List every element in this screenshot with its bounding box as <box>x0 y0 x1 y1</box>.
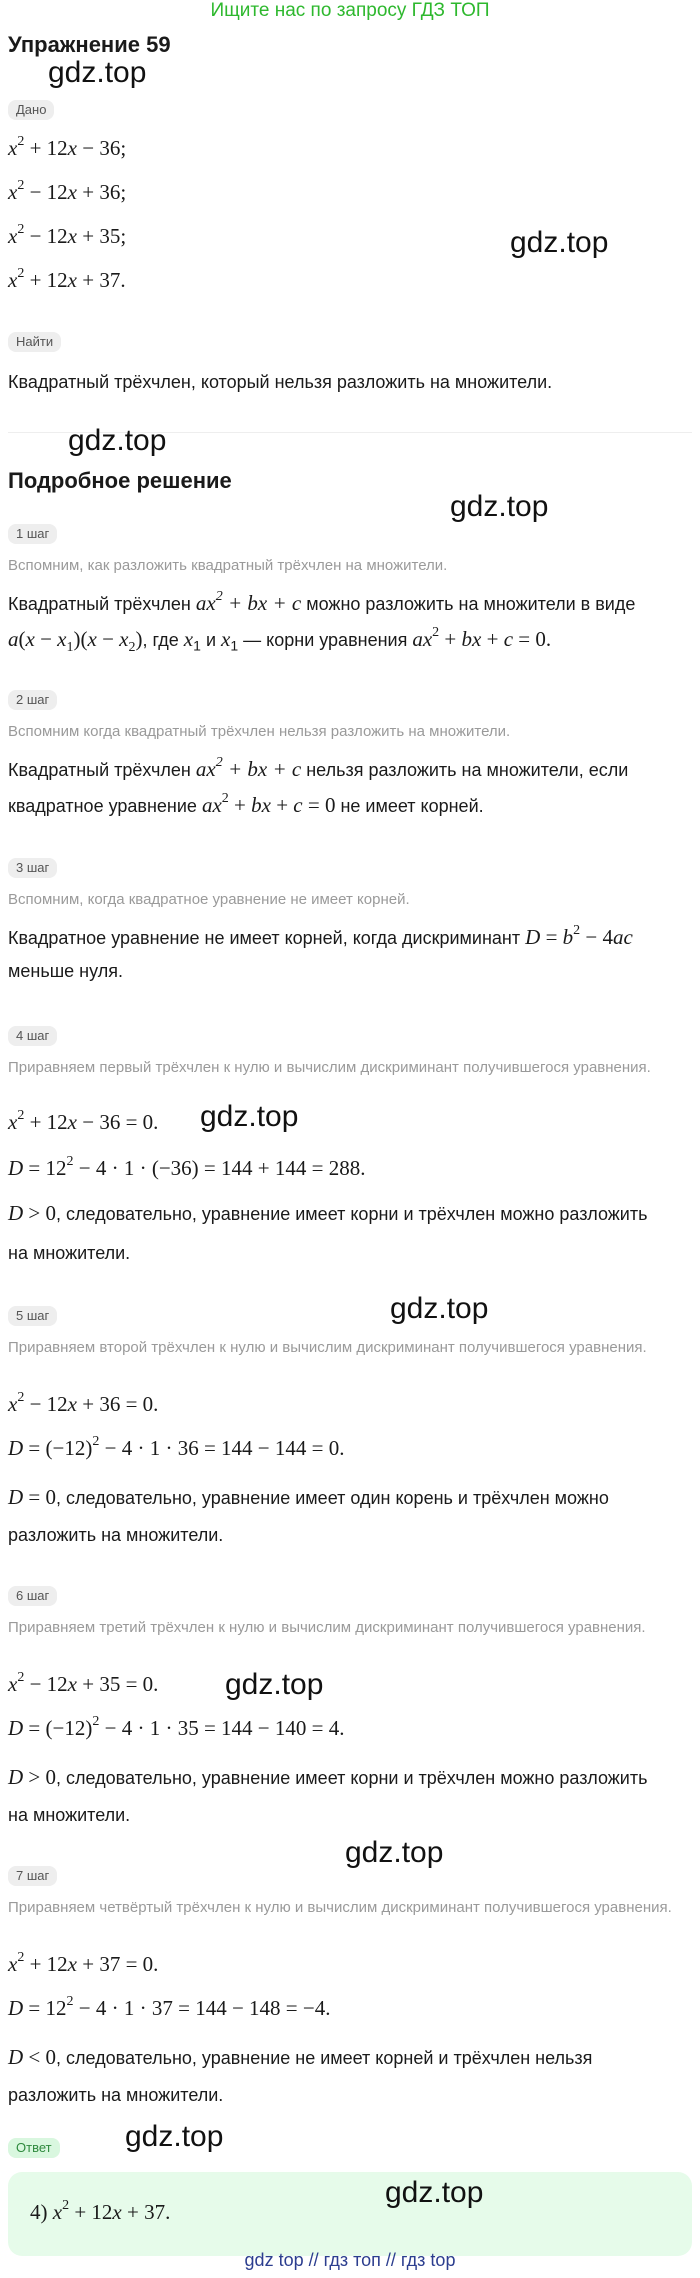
step-6-badge: 6 шаг <box>8 1586 57 1606</box>
watermark: gdz.top <box>345 1836 444 1869</box>
step-6-hint: Приравняем третий трёхчлен к нулю и вычислим дискриминант получившегося уравнения. <box>8 1619 646 1636</box>
step-5-conclusion-1: D = 0, следовательно, уравнение имеет один корень и трёхчлен можно <box>8 1485 609 1509</box>
step-4-conclusion-2: на множители. <box>8 1243 131 1263</box>
given-badge: Дано <box>8 100 54 120</box>
find-badge: Найти <box>8 332 61 352</box>
step-3-badge: 3 шаг <box>8 858 57 878</box>
watermark: gdz.top <box>510 226 609 259</box>
step-7-hint: Приравняем четвёртый трёхчлен к нулю и вычислим дискриминант получившегося уравнения. <box>8 1899 672 1916</box>
given-expr-2: $x^2 - 12x + 36$; <box>8 178 127 204</box>
step-5-conclusion-2: разложить на множители. <box>8 1525 224 1545</box>
step-2-line-2: квадратное уравнение $ax^2$ + bx + c = 0 не имеет корней. <box>8 791 484 817</box>
watermark: gdz.top <box>48 56 147 89</box>
solution-title: Подробное решение <box>8 468 232 493</box>
watermark: gdz.top <box>68 424 167 457</box>
footer-links[interactable]: gdz top // гдз топ // гдз top <box>244 2250 456 2270</box>
step-6-conclusion-2: на множители. <box>8 1805 131 1825</box>
given-expr-3: $x^2 - 12x + 35$; <box>8 222 127 248</box>
find-text: Квадратный трёхчлен, который нельзя разложить на множители. <box>8 372 553 392</box>
watermark: gdz.top <box>385 2176 484 2209</box>
step-2-hint: Вспомним когда квадратный трёхчлен нельзя разложить на множители. <box>8 723 511 740</box>
step-4-disc: $D = 12^2 - 4 \cdot 1 \cdot (-36) = 144 + 144 = 288$. <box>8 1154 366 1180</box>
step-5-badge: 5 шаг <box>8 1306 57 1326</box>
step-4-badge: 4 шаг <box>8 1026 57 1046</box>
step-4-conclusion-1: D > 0, следовательно, уравнение имеет корни и трёхчлен можно разложить <box>8 1201 648 1225</box>
step-2-badge: 2 шаг <box>8 690 57 710</box>
step-4-eq: $x^2 + 12x - 36 = 0$. <box>8 1108 159 1134</box>
step-5-disc: $D = (-12)^2 - 4 \cdot 1 \cdot 36 = 144 - 144 = 0$. <box>8 1434 345 1460</box>
step-3-line-2: меньше нуля. <box>8 961 123 981</box>
page-title: Упражнение 59 <box>8 32 171 57</box>
given-expr-4: $x^2 + 12x + 37$. <box>8 266 126 292</box>
step-7-disc: $D = 12^2 - 4 \cdot 1 \cdot 37 = 144 - 148 = -4$. <box>8 1994 331 2020</box>
step-2-line-1: Квадратный трёхчлен $ax^2$ + bx + c нельзя разложить на множители, если <box>8 755 629 781</box>
step-5-eq: $x^2 - 12x + 36 = 0$. <box>8 1390 159 1416</box>
step-6-eq: $x^2 - 12x + 35 = 0$. <box>8 1670 159 1696</box>
step-5-hint: Приравняем второй трёхчлен к нулю и вычислим дискриминант получившегося уравнения. <box>8 1339 647 1356</box>
top-banner[interactable]: Ищите нас по запросу ГДЗ ТОП <box>210 0 490 21</box>
step-3-hint: Вспомним, когда квадратное уравнение не имеет корней. <box>8 891 410 908</box>
watermark: gdz.top <box>390 1292 489 1325</box>
step-1-line-1: Квадратный трёхчлен $ax^2$ + bx + c можно разложить на множители в виде <box>8 589 636 615</box>
watermark: gdz.top <box>200 1100 299 1133</box>
answer-text: 4) $x^2 + 12x + 37$. <box>30 2198 171 2224</box>
step-6-conclusion-1: D > 0, следовательно, уравнение имеет корни и трёхчлен можно разложить <box>8 1765 648 1789</box>
step-1-hint: Вспомним, как разложить квадратный трёхчлен на множители. <box>8 557 448 574</box>
step-6-disc: $D = (-12)^2 - 4 \cdot 1 \cdot 35 = 144 - 140 = 4$. <box>8 1714 345 1740</box>
given-expr-1: $x^2 + 12x - 36$; <box>8 134 127 160</box>
step-1-line-2: $a(x - x_1)(x - x_2)$, где $x_1$ и $x_1$ — корни уравнения $ax^2$ + bx + c = 0. <box>8 625 552 656</box>
answer-badge: Ответ <box>8 2138 60 2158</box>
step-7-conclusion-2: разложить на множители. <box>8 2085 224 2105</box>
step-4-hint: Приравняем первый трёхчлен к нулю и вычислим дискриминант получившегося уравнения. <box>8 1059 651 1076</box>
step-1-badge: 1 шаг <box>8 524 57 544</box>
step-7-conclusion-1: D < 0, следовательно, уравнение не имеет корней и трёхчлен нельзя <box>8 2045 593 2069</box>
step-7-badge: 7 шаг <box>8 1866 57 1886</box>
watermark: gdz.top <box>450 490 549 523</box>
watermark: gdz.top <box>125 2120 224 2153</box>
step-7-eq: $x^2 + 12x + 37 = 0$. <box>8 1950 159 1976</box>
step-3-line-1: Квадратное уравнение не имеет корней, когда дискриминант $D = b^2 - 4ac$ <box>8 923 633 949</box>
watermark: gdz.top <box>225 1668 324 1701</box>
